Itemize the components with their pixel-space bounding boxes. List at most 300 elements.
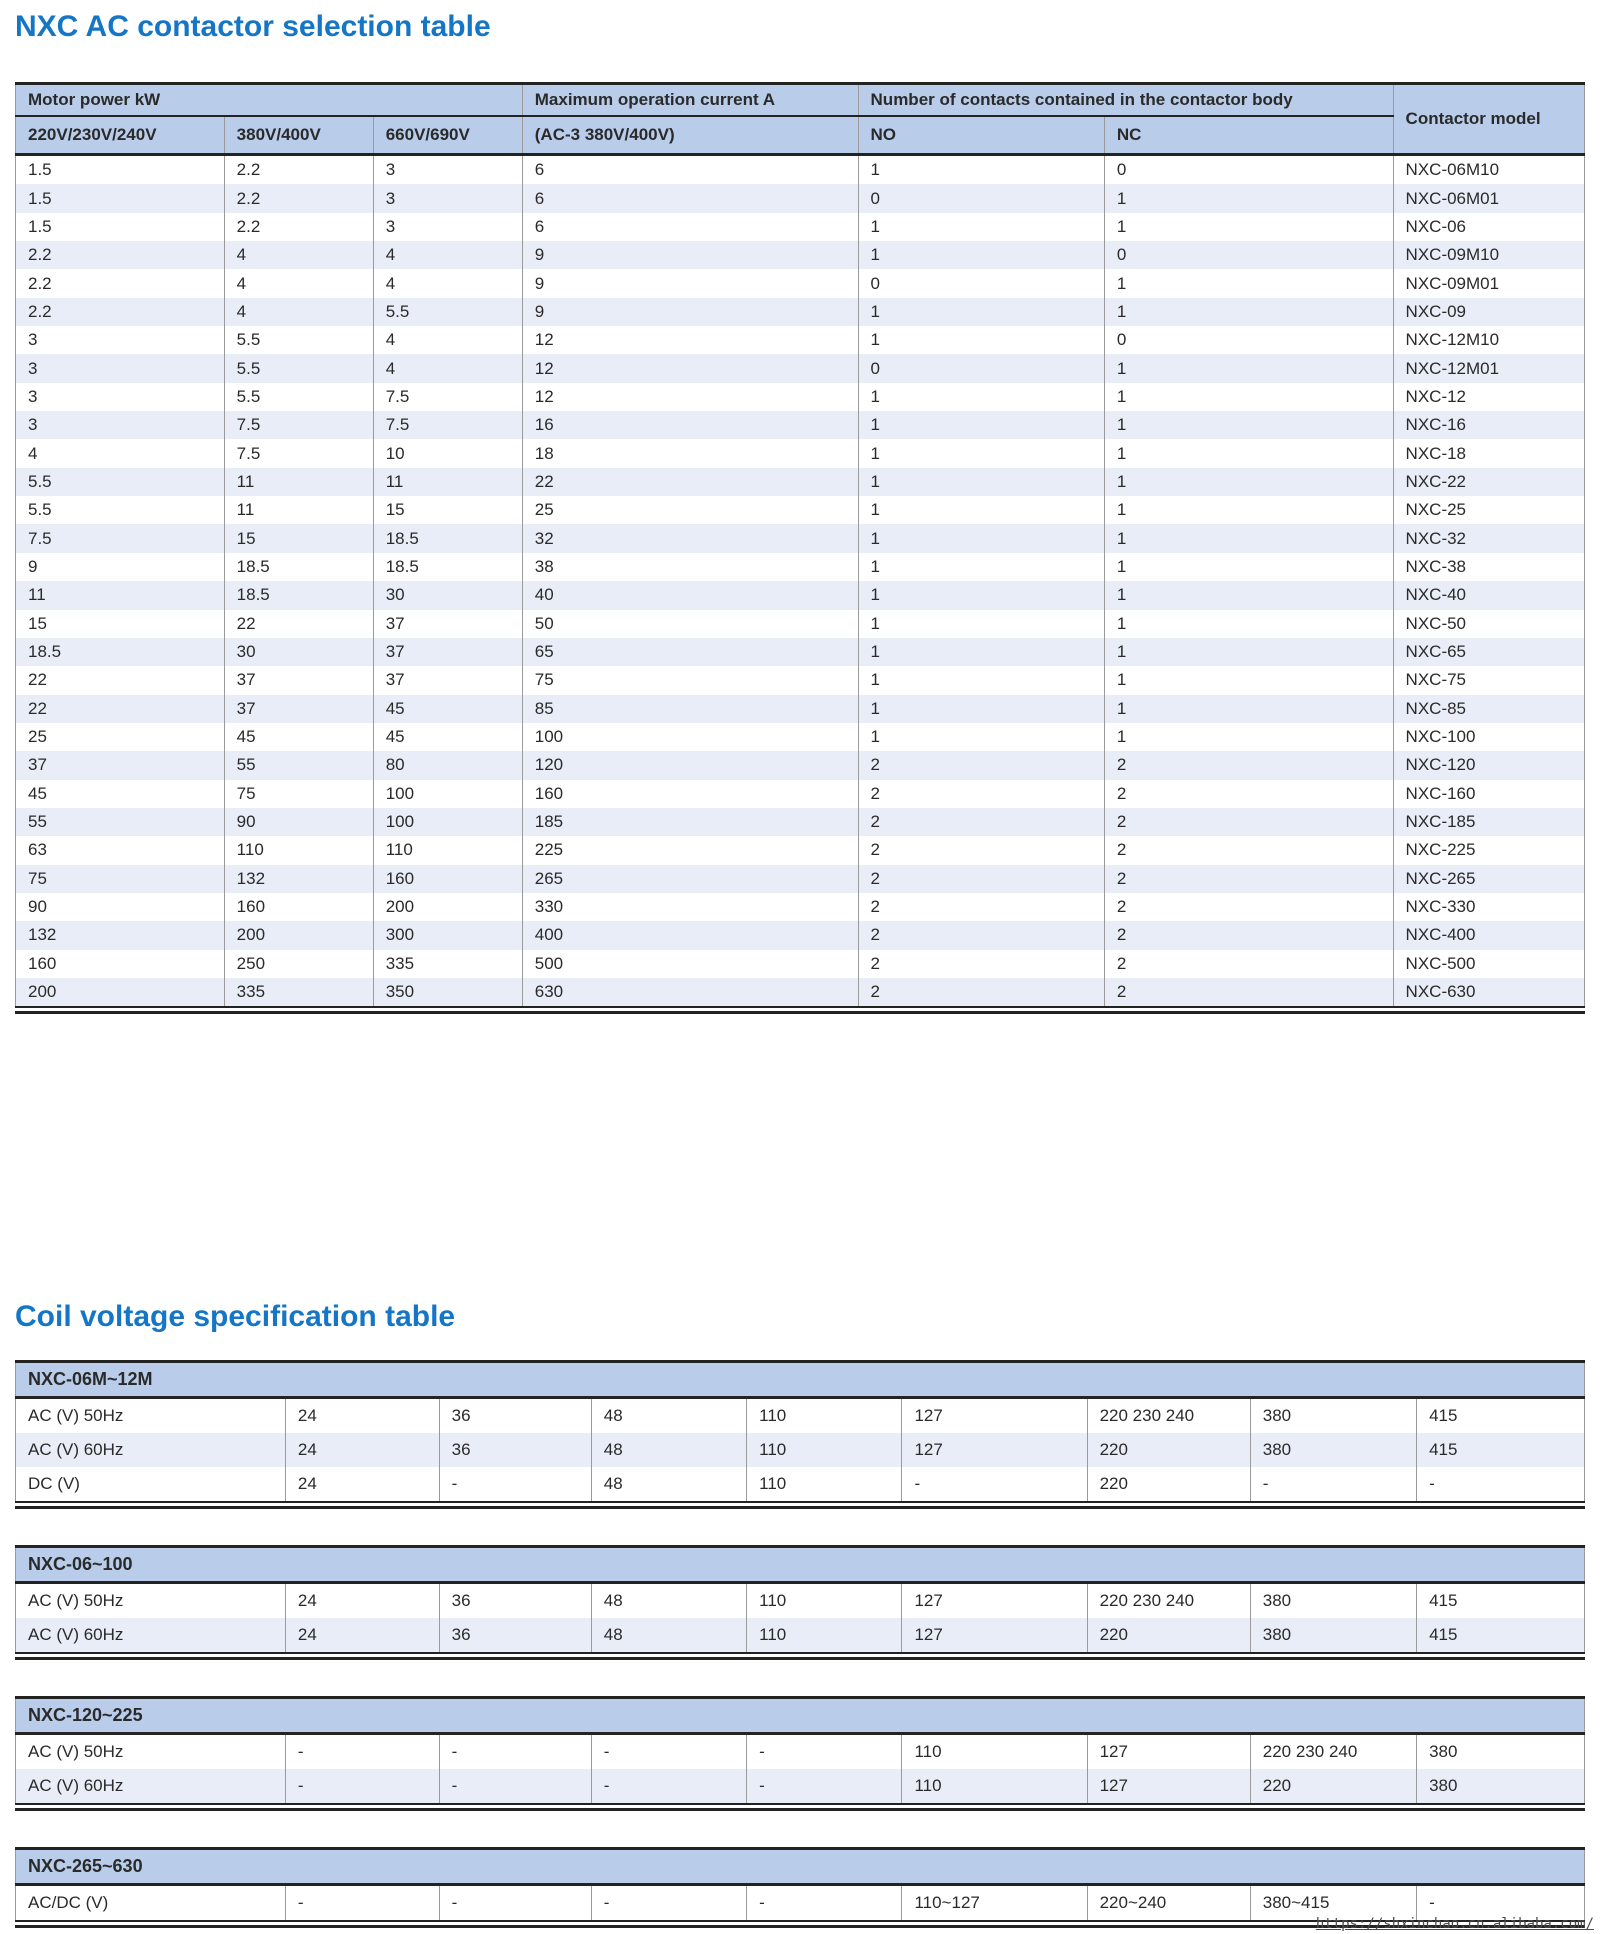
table-cell: - [439,1467,591,1501]
table-cell: 18.5 [16,638,225,666]
table-row [16,298,1585,326]
table-cell: 48 [591,1467,746,1501]
table-cell: 4 [16,439,225,467]
table-cell: NXC-630 [1393,978,1584,1006]
table-cell: 1 [858,666,1104,694]
header-ac3: (AC-3 380V/400V) [522,116,858,155]
table-cell: 380 [1417,1769,1585,1803]
coil-table-body [16,1398,1585,1502]
table-cell: 1.5 [16,184,225,212]
table-cell: 40 [522,581,858,609]
table-cell: 350 [373,978,522,1006]
table-cell: 1 [1104,524,1393,552]
table-cell: 1 [1104,496,1393,524]
table-cell: 75 [16,865,225,893]
table-cell: 100 [373,780,522,808]
table-row [16,1583,1585,1619]
table-cell: 0 [858,354,1104,382]
table-cell: 1 [1104,411,1393,439]
table-cell: 36 [439,1618,591,1652]
table-row [16,1467,1585,1501]
table-cell: 160 [224,893,373,921]
table-cell: 110 [224,836,373,864]
table-cell: 15 [224,524,373,552]
table-cell: - [902,1467,1087,1501]
table-cell: - [747,1769,902,1803]
table-cell: 50 [522,610,858,638]
table-cell: 5.5 [16,468,225,496]
table-cell: NXC-22 [1393,468,1584,496]
table-cell: 110 [747,1433,902,1467]
coil-table [15,1847,1585,1920]
table-cell: 65 [522,638,858,666]
header-voltage-660: 660V/690V [373,116,522,155]
table-row [16,269,1585,297]
table-cell: 127 [902,1433,1087,1467]
table-cell: 30 [224,638,373,666]
table-cell: NXC-85 [1393,695,1584,723]
table-row [16,439,1585,467]
table-cell: 127 [902,1618,1087,1652]
table-cell: 18 [522,439,858,467]
table-cell: 415 [1417,1618,1585,1652]
table-cell: 12 [522,326,858,354]
table-cell: 0 [1104,241,1393,269]
coil-section-header-row [16,1362,1585,1398]
table-row [16,496,1585,524]
table-cell: 1 [1104,269,1393,297]
table-cell: 7.5 [224,411,373,439]
table-cell: 300 [373,921,522,949]
table-cell: 1 [858,553,1104,581]
table-row [16,780,1585,808]
row-label-cell: AC (V) 60Hz [16,1769,286,1803]
row-label-cell: AC (V) 50Hz [16,1734,286,1770]
table-cell: 24 [285,1618,439,1652]
table-row [16,581,1585,609]
table-cell: 127 [1087,1734,1250,1770]
table-cell: NXC-12M01 [1393,354,1584,382]
table-cell: 1 [858,298,1104,326]
table-cell: 25 [16,723,225,751]
table-cell: 90 [224,808,373,836]
table-cell: 220 [1087,1467,1250,1501]
coil-section-name: NXC-06M~12M [16,1362,1585,1398]
table-cell: 0 [858,269,1104,297]
table-cell: 37 [373,610,522,638]
table-cell: 2 [1104,780,1393,808]
table-cell: - [591,1769,746,1803]
table-cell: 45 [224,723,373,751]
header-motor-power: Motor power kW [16,84,523,117]
table-cell: 1 [858,638,1104,666]
table-cell: 380 [1417,1734,1585,1770]
table-cell: 415 [1417,1583,1585,1619]
table-cell: - [285,1769,439,1803]
table-cell: 45 [373,695,522,723]
table-row [16,893,1585,921]
table-cell: 4 [224,298,373,326]
table-row [16,836,1585,864]
table-cell: NXC-38 [1393,553,1584,581]
table-cell: 3 [16,411,225,439]
table-cell: 2 [858,751,1104,779]
table-cell: 37 [373,666,522,694]
selection-table-header [16,84,1585,155]
table-cell: 0 [1104,326,1393,354]
table-cell: 6 [522,184,858,212]
coil-section-header-row [16,1547,1585,1583]
table-cell: 110 [373,836,522,864]
header-voltage-380: 380V/400V [224,116,373,155]
row-label-cell: AC (V) 50Hz [16,1398,286,1434]
table-cell: 48 [591,1583,746,1619]
table-cell: 9 [522,241,858,269]
table-cell: 12 [522,354,858,382]
table-cell: 6 [522,213,858,241]
coil-section-name: NXC-120~225 [16,1698,1585,1734]
table-cell: 11 [373,468,522,496]
table-cell: - [1250,1467,1416,1501]
table-cell: 110 [747,1618,902,1652]
table-row [16,950,1585,978]
table-cell: 36 [439,1583,591,1619]
table-cell: 3 [373,213,522,241]
table-row [16,921,1585,949]
coil-section-name: NXC-06~100 [16,1547,1585,1583]
table-row [16,155,1585,185]
table-cell: - [591,1734,746,1770]
table-cell: NXC-09M01 [1393,269,1584,297]
table-cell: NXC-18 [1393,439,1584,467]
table-cell: NXC-120 [1393,751,1584,779]
table-cell: 55 [16,808,225,836]
table-cell: 1 [1104,695,1393,723]
table-cell: 30 [373,581,522,609]
table-cell: 330 [522,893,858,921]
table-cell: 220 [1250,1769,1416,1803]
table-cell: 15 [16,610,225,638]
table-cell: 22 [224,610,373,638]
table-cell: 22 [16,695,225,723]
table-cell: NXC-32 [1393,524,1584,552]
table-cell: 5.5 [224,383,373,411]
table-cell: 4 [373,354,522,382]
table-cell: 1 [1104,184,1393,212]
coil-section-120-225 [15,1696,1585,1811]
header-nc: NC [1104,116,1393,155]
table-cell: 37 [373,638,522,666]
table-cell: 132 [224,865,373,893]
table-cell: 250 [224,950,373,978]
table-cell: 1 [1104,439,1393,467]
table-cell: 45 [16,780,225,808]
table-row [16,610,1585,638]
table-cell: 4 [373,269,522,297]
table-cell: 2.2 [16,269,225,297]
table-cell: 5.5 [224,354,373,382]
table-cell: 2 [1104,893,1393,921]
header-max-current: Maximum operation current A [522,84,858,117]
coil-table-body [16,1885,1585,1921]
table-cell: NXC-500 [1393,950,1584,978]
table-cell: 2.2 [224,213,373,241]
table-cell: 5.5 [224,326,373,354]
table-cell: 45 [373,723,522,751]
header-row-2 [16,116,1585,155]
table-row [16,1885,1585,1921]
table-row [16,1734,1585,1770]
table-cell: 380 [1250,1618,1416,1652]
table-cell: 36 [439,1398,591,1434]
table-cell: NXC-09M10 [1393,241,1584,269]
table-cell: 2 [1104,808,1393,836]
table-cell: 11 [224,468,373,496]
table-row [16,383,1585,411]
table-cell: NXC-12M10 [1393,326,1584,354]
table-cell: 1 [858,610,1104,638]
table-cell: NXC-160 [1393,780,1584,808]
table-cell: 2 [858,921,1104,949]
table-cell: 220 230 240 [1250,1734,1416,1770]
row-label-cell: AC (V) 50Hz [16,1583,286,1619]
table-cell: 1 [858,155,1104,185]
table-cell: 2.2 [16,298,225,326]
table-row [16,695,1585,723]
table-cell: 110 [747,1583,902,1619]
table-cell: 1 [1104,213,1393,241]
table-cell: 1 [1104,298,1393,326]
table-cell: 225 [522,836,858,864]
table-cell: 18.5 [224,553,373,581]
coil-table-title: Coil voltage specification table [15,1300,456,1334]
table-cell: 2.2 [16,241,225,269]
table-row [16,524,1585,552]
table-row [16,638,1585,666]
table-row [16,1433,1585,1467]
table-cell: 335 [224,978,373,1006]
table-cell: - [591,1885,746,1921]
coil-section-06-100 [15,1545,1585,1660]
table-cell: 110 [747,1467,902,1501]
table-cell: 400 [522,921,858,949]
table-cell: 48 [591,1433,746,1467]
table-row [16,1618,1585,1652]
table-cell: 3 [373,155,522,185]
table-cell: 2 [1104,978,1393,1006]
table-row [16,468,1585,496]
table-cell: 24 [285,1433,439,1467]
coil-table [15,1696,1585,1803]
table-cell: 4 [373,241,522,269]
coil-table [15,1545,1585,1652]
table-cell: 2 [858,865,1104,893]
table-cell: 200 [16,978,225,1006]
table-cell: 1 [858,581,1104,609]
table-cell: 380~415 [1250,1885,1416,1921]
table-cell: 2.2 [224,155,373,185]
table-cell: 7.5 [224,439,373,467]
table-cell: NXC-09 [1393,298,1584,326]
table-cell: 127 [1087,1769,1250,1803]
table-row [16,354,1585,382]
double-rule [15,1501,1585,1509]
table-cell: 1 [858,326,1104,354]
coil-section-name: NXC-265~630 [16,1849,1585,1885]
table-cell: 85 [522,695,858,723]
table-row [16,1769,1585,1803]
table-cell: 24 [285,1583,439,1619]
table-cell: 120 [522,751,858,779]
table-cell: 75 [224,780,373,808]
table-cell: 9 [522,269,858,297]
table-cell: 1 [858,524,1104,552]
table-cell: 1 [1104,723,1393,751]
table-cell: 1 [1104,581,1393,609]
table-cell: 200 [224,921,373,949]
table-cell: 2 [1104,865,1393,893]
table-cell: 1 [1104,666,1393,694]
table-cell: 48 [591,1398,746,1434]
table-cell: 2 [858,808,1104,836]
header-contactor-model: Contactor model [1393,84,1584,155]
table-cell: 1 [858,411,1104,439]
table-cell: 7.5 [373,411,522,439]
double-rule [15,1652,1585,1660]
coil-table-body [16,1734,1585,1804]
table-cell: NXC-06M10 [1393,155,1584,185]
double-rule [15,1803,1585,1811]
table-cell: NXC-12 [1393,383,1584,411]
table-cell: 3 [16,354,225,382]
table-cell: 160 [16,950,225,978]
table-cell: 32 [522,524,858,552]
table-cell: 220 [1087,1433,1250,1467]
table-cell: 1 [1104,468,1393,496]
table-cell: 2 [858,780,1104,808]
table-cell: NXC-400 [1393,921,1584,949]
selection-table-title: NXC AC contactor selection table [15,10,491,43]
table-cell: - [747,1885,902,1921]
table-cell: 9 [522,298,858,326]
table-cell: 1 [1104,383,1393,411]
table-cell: 630 [522,978,858,1006]
row-label-cell: AC (V) 60Hz [16,1433,286,1467]
table-cell: 37 [224,666,373,694]
table-row [16,184,1585,212]
table-cell: 1 [858,213,1104,241]
table-cell: 24 [285,1467,439,1501]
table-row [16,241,1585,269]
table-cell: 100 [373,808,522,836]
table-cell: 1 [1104,354,1393,382]
coil-table [15,1360,1585,1501]
table-cell: 160 [373,865,522,893]
table-cell: 2 [1104,921,1393,949]
table-cell: 1 [1104,638,1393,666]
selection-table-body [16,155,1585,1007]
table-cell: 0 [1104,155,1393,185]
table-cell: 22 [522,468,858,496]
watermark-url: https://shxinchao.cn.alibaba.com/ [1315,1916,1594,1932]
table-cell: 1 [858,496,1104,524]
table-cell: 2 [1104,836,1393,864]
table-cell: 2 [1104,751,1393,779]
table-cell: 55 [224,751,373,779]
table-cell: 7.5 [373,383,522,411]
table-cell: 132 [16,921,225,949]
table-cell: 1 [1104,553,1393,581]
table-row [16,751,1585,779]
table-cell: 5.5 [16,496,225,524]
table-cell: NXC-185 [1393,808,1584,836]
table-cell: 220~240 [1087,1885,1250,1921]
table-cell: 63 [16,836,225,864]
table-cell: 36 [439,1433,591,1467]
table-cell: 415 [1417,1398,1585,1434]
table-cell: 200 [373,893,522,921]
table-cell: NXC-06M01 [1393,184,1584,212]
table-cell: NXC-50 [1393,610,1584,638]
table-cell: 1 [858,383,1104,411]
table-cell: 127 [902,1398,1087,1434]
table-cell: 18.5 [373,553,522,581]
table-cell: 38 [522,553,858,581]
contactor-selection-table [15,82,1585,1006]
table-row [16,326,1585,354]
table-cell: 2.2 [224,184,373,212]
table-cell: 5.5 [373,298,522,326]
table-cell: 2 [858,836,1104,864]
table-cell: 1 [858,468,1104,496]
table-cell: 265 [522,865,858,893]
table-cell: - [747,1734,902,1770]
table-cell: NXC-16 [1393,411,1584,439]
table-cell: 110~127 [902,1885,1087,1921]
coil-table-body [16,1583,1585,1653]
table-cell: 37 [224,695,373,723]
table-cell: 6 [522,155,858,185]
table-row [16,666,1585,694]
coil-section-header-row [16,1849,1585,1885]
table-cell: - [1417,1885,1585,1921]
table-cell: 7.5 [16,524,225,552]
coil-section-06m-12m [15,1360,1585,1509]
table-cell: 2 [1104,950,1393,978]
header-row-1 [16,84,1585,117]
table-cell: 110 [902,1769,1087,1803]
table-cell: 1 [858,439,1104,467]
table-cell: NXC-100 [1393,723,1584,751]
table-cell: NXC-65 [1393,638,1584,666]
table-cell: NXC-265 [1393,865,1584,893]
table-cell: 48 [591,1618,746,1652]
table-cell: 3 [16,326,225,354]
table-row [16,1398,1585,1434]
table-cell: 2 [858,893,1104,921]
table-cell: - [439,1769,591,1803]
table-cell: 1 [858,723,1104,751]
table-cell: - [285,1885,439,1921]
table-cell: 22 [16,666,225,694]
table-cell: 37 [16,751,225,779]
table-cell: 160 [522,780,858,808]
table-cell: 1 [858,695,1104,723]
table-row [16,808,1585,836]
table-cell: 0 [858,184,1104,212]
table-cell: 380 [1250,1433,1416,1467]
table-cell: 100 [522,723,858,751]
